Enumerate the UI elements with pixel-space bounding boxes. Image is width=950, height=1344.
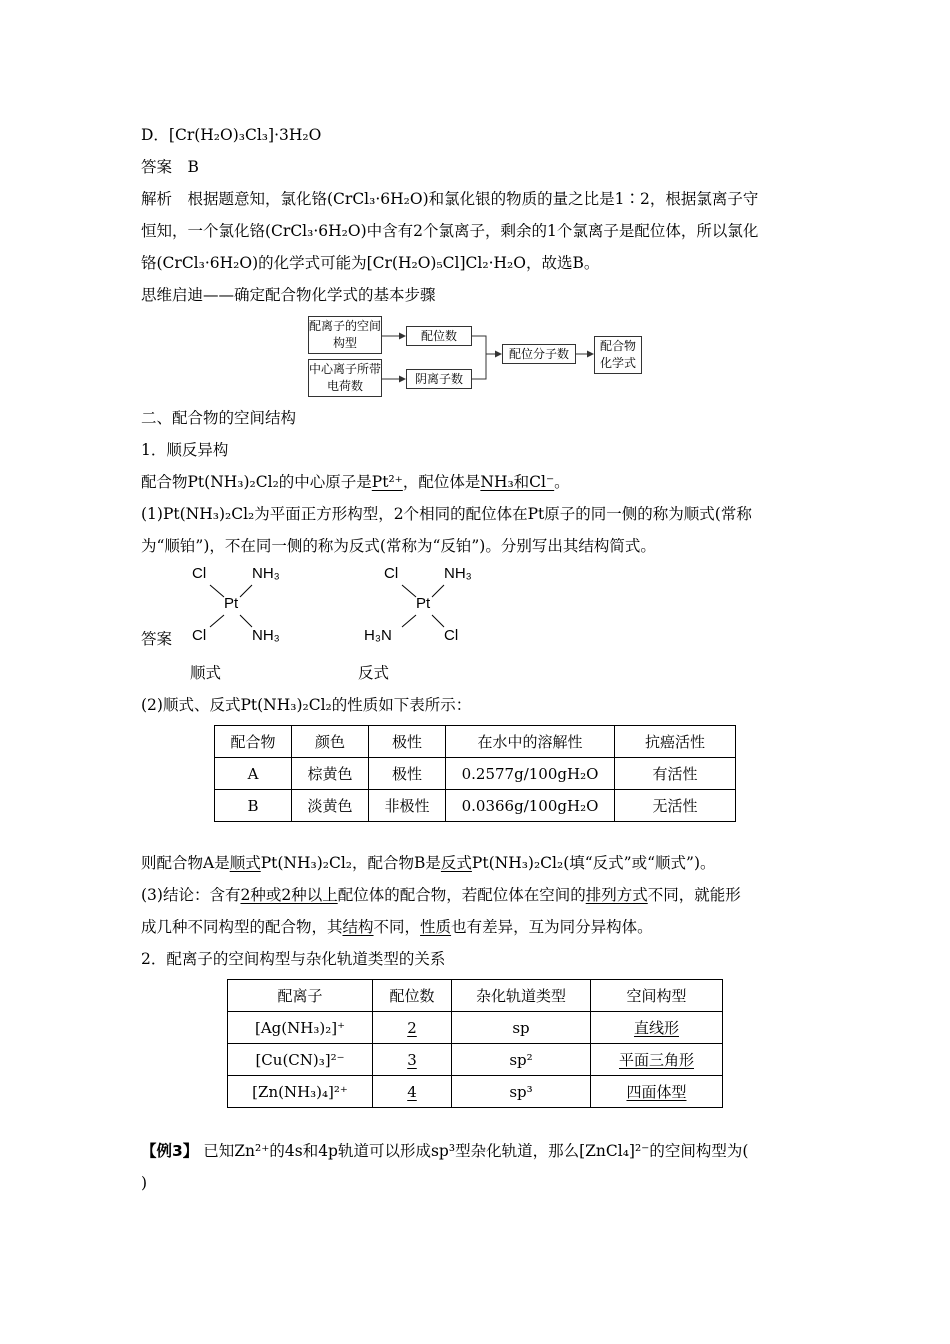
flow-box-anion-count: 阴离子数 (406, 369, 472, 389)
paragraph-properties: (2)顺式、反式Pt(NH₃)₂Cl₂的性质如下表所示： (141, 696, 472, 714)
trans-bonds (364, 565, 494, 645)
paragraph-isomer-2: 为“顺铂”)，不在同一侧的称为反式(常称为“反铂”)。分别写出其结构简式。 (141, 537, 656, 555)
example-3 (141, 1140, 748, 1162)
paragraph-center-atom: 配合物Pt(NH₃)₂Cl₂的中心原子是Pt²⁺，配位体是NH₃和Cl⁻。 (141, 473, 570, 491)
hybridization-table (227, 979, 723, 1108)
table-header-row: 配离子 配位数 杂化轨道类型 空间构型 (228, 980, 723, 1012)
paragraph-conclusion-1: (3)结论：含有2种或2种以上配位体的配合物，若配位体在空间的排列方式不同，就能形 (141, 886, 741, 904)
blank-b: 反式 (440, 854, 472, 872)
structure-answer-label: 答案 (141, 630, 173, 648)
flow-box-structure: 配离子的空间构型 (308, 316, 382, 354)
flow-box-formula: 配合物化学式 (594, 336, 642, 374)
table-row: [Ag(NH₃)₂]⁺ 2 sp 直线形 (228, 1012, 723, 1044)
paragraph-identification: 则配合物A是顺式Pt(NH₃)₂Cl₂，配合物B是反式Pt(NH₃)₂Cl₂(填“反式”或“顺式”)。 (141, 854, 716, 872)
cis-bonds (190, 565, 300, 645)
cis-structure: Cl NH₃ Pt Cl NH₃ (190, 565, 300, 645)
section-2-title: 二、配合物的空间结构 (141, 409, 297, 427)
table-row: B 淡黄色 非极性 0.0366g/100gH₂O 无活性 (215, 790, 736, 822)
option-d: D．[Cr(H₂O)₃Cl₃]·3H₂O (141, 126, 322, 144)
analysis-line-3: 铬(CrCl₃·6H₂O)的化学式可能为[Cr(H₂O)₅Cl]Cl₂·H₂O，故选B。 (141, 254, 600, 272)
paragraph-conclusion-2: 成几种不同构型的配合物，其结构不同，性质也有差异，互为同分异构体。 (141, 918, 653, 936)
flow-box-charge: 中心离子所带电荷数 (308, 359, 382, 397)
properties-table (214, 725, 736, 822)
subsection-2-title: 2．配离子的空间构型与杂化轨道类型的关系 (141, 950, 446, 968)
flow-box-molecule-count: 配位分子数 (502, 344, 576, 364)
analysis-line-1: 解析 根据题意知，氯化铬(CrCl₃·6H₂O)和氯化银的物质的量之比是1∶2，根据氯离子守 (141, 190, 759, 208)
trans-structure: Cl NH₃ Pt H₃N Cl (364, 565, 494, 645)
table-row: [Cu(CN)₃]²⁻ 3 sp² 平面三角形 (228, 1044, 723, 1076)
table-row: A 棕黄色 极性 0.2577g/100gH₂O 有活性 (215, 758, 736, 790)
table-header-row: 配合物 颜色 极性 在水中的溶解性 抗癌活性 (215, 726, 736, 758)
blank-center-atom: Pt²⁺ (371, 473, 403, 491)
table-row: [Zn(NH₃)₄]²⁺ 4 sp³ 四面体型 (228, 1076, 723, 1108)
blank-a: 顺式 (229, 854, 261, 872)
flow-box-coordination-number: 配位数 (406, 326, 472, 346)
answer-line: 答案 B (141, 158, 199, 176)
thinking-title: 思维启迪——确定配合物化学式的基本步骤 (141, 286, 436, 304)
trans-caption: 反式 (358, 664, 390, 682)
example-line-1: 已知Zn²⁺的4s和4p轨道可以形成sp³型杂化轨道，那么[ZnCl₄]²⁻的空间构型为( (203, 1142, 749, 1160)
blank-ligands: NH₃和Cl⁻ (480, 473, 555, 491)
analysis-line-2: 恒知，一个氯化铬(CrCl₃·6H₂O)中含有2个氯离子，剩余的1个氯离子是配位体，所以氯化 (141, 222, 759, 240)
subsection-1-title: 1．顺反异构 (141, 441, 229, 459)
example-label: 【例3】 (141, 1142, 199, 1160)
paragraph-isomer-1: (1)Pt(NH₃)₂Cl₂为平面正方形构型，2个相同的配位体在Pt原子的同一侧的称为顺式(常称 (141, 505, 752, 523)
flow-arrows (0, 0, 950, 420)
cis-caption: 顺式 (190, 664, 222, 682)
example-line-2: ) (141, 1174, 148, 1192)
